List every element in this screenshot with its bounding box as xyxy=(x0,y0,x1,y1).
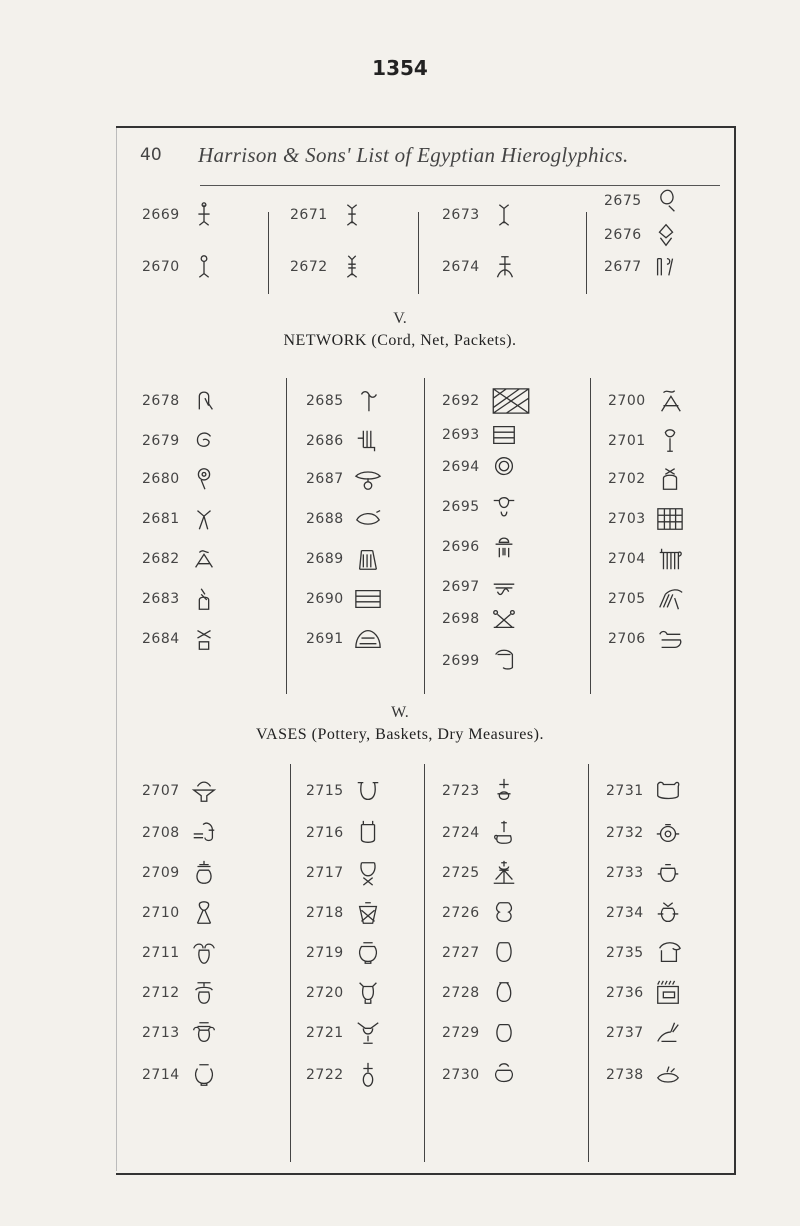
page-number: 1354 xyxy=(372,56,428,80)
hieroglyph-icon xyxy=(654,387,686,415)
hieroglyph-entry: 2699 xyxy=(442,646,520,676)
hieroglyph-entry: 2730 xyxy=(442,1060,520,1090)
hieroglyph-entry: 2728 xyxy=(442,978,520,1008)
hieroglyph-icon xyxy=(488,421,520,449)
hieroglyph-entry: 2688 xyxy=(306,504,384,534)
hieroglyph-entry: 2734 xyxy=(606,898,684,928)
hieroglyph-icon xyxy=(188,465,220,493)
hieroglyph-entry: 2701 xyxy=(608,426,686,456)
hieroglyph-entry: 2708 xyxy=(142,818,220,848)
column-divider xyxy=(588,764,589,1162)
section-w-label: W. xyxy=(391,704,409,721)
hieroglyph-icon xyxy=(654,427,686,455)
hieroglyph-entry: 2714 xyxy=(142,1060,220,1090)
hieroglyph-icon xyxy=(652,899,684,927)
hieroglyph-icon xyxy=(488,453,520,481)
hieroglyph-entry: 2718 xyxy=(306,898,384,928)
hieroglyph-entry: 2694 xyxy=(442,452,520,482)
hieroglyph-entry: 2691 xyxy=(306,624,384,654)
column-divider xyxy=(290,764,291,1162)
hieroglyph-entry: 2698 xyxy=(442,604,520,634)
column-divider xyxy=(418,212,419,294)
hieroglyph-entry: 2731 xyxy=(606,776,684,806)
hieroglyph-icon xyxy=(650,187,682,215)
hieroglyph-icon xyxy=(352,1019,384,1047)
hieroglyph-icon xyxy=(488,605,520,633)
hieroglyph-entry: 2669 xyxy=(142,200,220,230)
hieroglyph-entry: 2690 xyxy=(306,584,384,614)
hieroglyph-icon xyxy=(488,1061,520,1089)
hieroglyph-entry: 2725 xyxy=(442,858,520,888)
hieroglyph-entry: 2720 xyxy=(306,978,384,1008)
hieroglyph-icon xyxy=(488,493,520,521)
hieroglyph-icon xyxy=(352,465,384,493)
hieroglyph-entry: 2711 xyxy=(142,938,220,968)
hieroglyph-icon xyxy=(188,819,220,847)
hieroglyph-icon xyxy=(352,979,384,1007)
hieroglyph-entry: 2712 xyxy=(142,978,220,1008)
hieroglyph-entry: 2717 xyxy=(306,858,384,888)
column-divider xyxy=(424,378,425,694)
hieroglyph-icon xyxy=(352,939,384,967)
hieroglyph-icon xyxy=(488,777,520,805)
hieroglyph-entry: 2684 xyxy=(142,624,220,654)
hieroglyph-entry: 2702 xyxy=(608,464,686,494)
hieroglyph-entry: 2673 xyxy=(442,200,520,230)
hieroglyph-entry: 2676 xyxy=(604,220,682,250)
hieroglyph-icon xyxy=(188,505,220,533)
hieroglyph-entry: 2683 xyxy=(142,584,220,614)
hieroglyph-entry: 2672 xyxy=(290,252,368,282)
hieroglyph-icon xyxy=(488,201,520,229)
hieroglyph-entry: 2706 xyxy=(608,624,686,654)
column-divider xyxy=(286,378,287,694)
hieroglyph-icon xyxy=(352,505,384,533)
hieroglyph-icon xyxy=(654,585,686,613)
hieroglyph-entry: 2738 xyxy=(606,1060,684,1090)
column-divider xyxy=(424,764,425,1162)
hieroglyph-entry: 2710 xyxy=(142,898,220,928)
hieroglyph-entry: 2732 xyxy=(606,818,684,848)
hieroglyph-icon xyxy=(188,545,220,573)
hieroglyph-icon xyxy=(652,979,684,1007)
hieroglyph-icon xyxy=(654,545,686,573)
hieroglyph-icon xyxy=(488,387,534,415)
hieroglyph-icon xyxy=(188,1019,220,1047)
hieroglyph-icon xyxy=(652,1019,684,1047)
hieroglyph-icon xyxy=(652,819,684,847)
hieroglyph-icon xyxy=(488,939,520,967)
hieroglyph-entry: 2729 xyxy=(442,1018,520,1048)
hieroglyph-icon xyxy=(352,819,384,847)
hieroglyph-icon xyxy=(352,777,384,805)
hieroglyph-entry: 2703 xyxy=(608,504,686,534)
hieroglyph-entry: 2737 xyxy=(606,1018,684,1048)
hieroglyph-icon xyxy=(188,387,220,415)
hieroglyph-icon xyxy=(352,859,384,887)
hieroglyph-icon xyxy=(188,253,220,281)
hieroglyph-entry: 2689 xyxy=(306,544,384,574)
section-w-title: VASES (Pottery, Baskets, Dry Measures). xyxy=(256,726,544,743)
hieroglyph-entry: 2682 xyxy=(142,544,220,574)
header-title: Harrison & Sons' List of Egyptian Hieroglyphics. xyxy=(198,143,629,167)
hieroglyph-entry: 2709 xyxy=(142,858,220,888)
hieroglyph-icon xyxy=(652,859,684,887)
hieroglyph-entry: 2692 xyxy=(442,386,534,416)
hieroglyph-entry: 2680 xyxy=(142,464,220,494)
hieroglyph-icon xyxy=(188,777,220,805)
hieroglyph-entry: 2695 xyxy=(442,492,520,522)
hieroglyph-icon xyxy=(352,387,384,415)
hieroglyph-icon xyxy=(488,253,520,281)
hieroglyph-entry: 2715 xyxy=(306,776,384,806)
hieroglyph-icon xyxy=(188,939,220,967)
hieroglyph-icon xyxy=(488,859,520,887)
section-v-label: V. xyxy=(393,310,407,327)
hieroglyph-entry: 2674 xyxy=(442,252,520,282)
hieroglyph-icon xyxy=(336,201,368,229)
hieroglyph-entry: 2736 xyxy=(606,978,684,1008)
hieroglyph-icon xyxy=(188,201,220,229)
hieroglyph-icon xyxy=(188,1061,220,1089)
hieroglyph-entry: 2677 xyxy=(604,252,682,282)
hieroglyph-entry: 2722 xyxy=(306,1060,384,1090)
section-v-title: NETWORK (Cord, Net, Packets). xyxy=(283,332,517,349)
hieroglyph-icon xyxy=(188,859,220,887)
hieroglyph-entry: 2735 xyxy=(606,938,684,968)
hieroglyph-entry: 2675 xyxy=(604,186,682,216)
hieroglyph-entry: 2678 xyxy=(142,386,220,416)
hieroglyph-icon xyxy=(352,545,384,573)
hieroglyph-entry: 2724 xyxy=(442,818,520,848)
hieroglyph-icon xyxy=(488,979,520,1007)
hieroglyph-entry: 2681 xyxy=(142,504,220,534)
hieroglyph-entry: 2670 xyxy=(142,252,220,282)
hieroglyph-icon xyxy=(652,939,684,967)
running-header xyxy=(132,145,722,173)
hieroglyph-icon xyxy=(652,777,684,805)
hieroglyph-entry: 2704 xyxy=(608,544,686,574)
hieroglyph-entry: 2696 xyxy=(442,532,520,562)
hieroglyph-entry: 2671 xyxy=(290,200,368,230)
hieroglyph-icon xyxy=(352,585,384,613)
hieroglyph-icon xyxy=(488,899,520,927)
hieroglyph-icon xyxy=(188,899,220,927)
hieroglyph-icon xyxy=(488,533,520,561)
hieroglyph-entry: 2707 xyxy=(142,776,220,806)
hieroglyph-entry: 2697 xyxy=(442,572,520,602)
hieroglyph-icon xyxy=(336,253,368,281)
column-divider xyxy=(590,378,591,694)
hieroglyph-icon xyxy=(654,625,686,653)
hieroglyph-icon xyxy=(352,427,384,455)
hieroglyph-icon xyxy=(488,647,520,675)
hieroglyph-entry: 2719 xyxy=(306,938,384,968)
hieroglyph-entry: 2726 xyxy=(442,898,520,928)
hieroglyph-icon xyxy=(352,1061,384,1089)
hieroglyph-entry: 2685 xyxy=(306,386,384,416)
hieroglyph-icon xyxy=(488,573,520,601)
column-divider xyxy=(586,212,587,294)
hieroglyph-entry: 2716 xyxy=(306,818,384,848)
hieroglyph-icon xyxy=(188,979,220,1007)
hieroglyph-entry: 2700 xyxy=(608,386,686,416)
hieroglyph-icon xyxy=(488,1019,520,1047)
hieroglyph-entry: 2723 xyxy=(442,776,520,806)
hieroglyph-entry: 2713 xyxy=(142,1018,220,1048)
hieroglyph-icon xyxy=(650,221,682,249)
hieroglyph-icon xyxy=(654,505,686,533)
header-page-number: 40 xyxy=(140,145,162,165)
hieroglyph-entry: 2727 xyxy=(442,938,520,968)
hieroglyph-icon xyxy=(488,819,520,847)
hieroglyph-icon xyxy=(188,427,220,455)
hieroglyph-entry: 2686 xyxy=(306,426,384,456)
hieroglyph-entry: 2687 xyxy=(306,464,384,494)
hieroglyph-entry: 2679 xyxy=(142,426,220,456)
hieroglyph-icon xyxy=(188,585,220,613)
hieroglyph-icon xyxy=(654,465,686,493)
hieroglyph-icon xyxy=(650,253,682,281)
hieroglyph-entry: 2721 xyxy=(306,1018,384,1048)
hieroglyph-icon xyxy=(652,1061,684,1089)
column-divider xyxy=(268,212,269,294)
hieroglyph-icon xyxy=(188,625,220,653)
hieroglyph-entry: 2733 xyxy=(606,858,684,888)
hieroglyph-icon xyxy=(352,625,384,653)
hieroglyph-entry: 2693 xyxy=(442,420,520,450)
hieroglyph-entry: 2705 xyxy=(608,584,686,614)
hieroglyph-icon xyxy=(352,899,384,927)
